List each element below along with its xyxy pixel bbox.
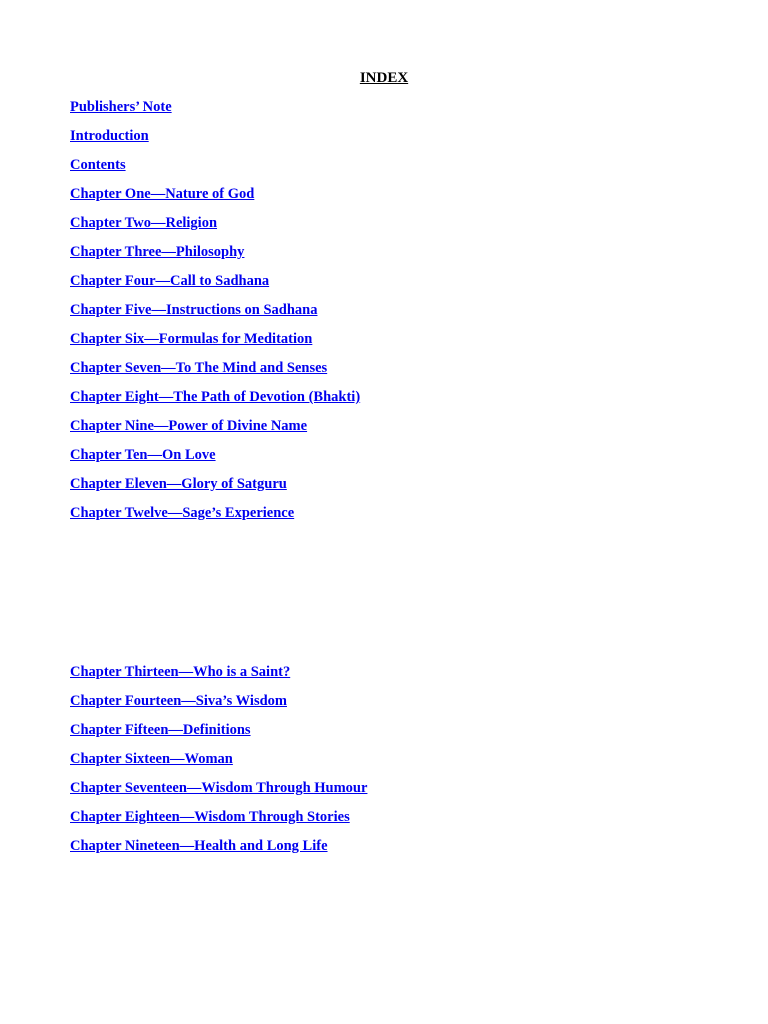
toc-item bbox=[70, 242, 360, 271]
toc-link-chapter-17[interactable]: Chapter Seventeen—Wisdom Through Humour bbox=[70, 780, 368, 796]
toc-item bbox=[70, 126, 360, 155]
toc-item bbox=[70, 271, 360, 300]
toc-link-chapter-6[interactable]: Chapter Six—Formulas for Meditation bbox=[70, 331, 313, 347]
toc-item bbox=[70, 474, 360, 503]
toc-link-introduction[interactable]: Introduction bbox=[70, 128, 149, 144]
toc-link-chapter-11[interactable]: Chapter Eleven—Glory of Satguru bbox=[70, 476, 287, 492]
toc-link-contents[interactable]: Contents bbox=[70, 157, 126, 173]
toc-link-chapter-19[interactable]: Chapter Nineteen—Health and Long Life bbox=[70, 838, 328, 854]
toc-item bbox=[70, 662, 367, 691]
toc-item bbox=[70, 155, 360, 184]
toc-item bbox=[70, 778, 367, 807]
toc-link-chapter-12[interactable]: Chapter Twelve—Sage’s Experience bbox=[70, 505, 295, 521]
toc-link-chapter-10[interactable]: Chapter Ten—On Love bbox=[70, 447, 216, 463]
toc-link-chapter-5[interactable]: Chapter Five—Instructions on Sadhana bbox=[70, 302, 318, 318]
toc-link-chapter-13[interactable]: Chapter Thirteen—Who is a Saint? bbox=[70, 664, 291, 680]
toc-item bbox=[70, 184, 360, 213]
toc-item bbox=[70, 213, 360, 242]
toc-link-publishers-note[interactable]: Publishers’ Note bbox=[70, 99, 172, 115]
toc-link-chapter-1[interactable]: Chapter One—Nature of God bbox=[70, 186, 255, 202]
toc-item bbox=[70, 720, 367, 749]
toc-list-primary bbox=[70, 97, 360, 532]
toc-item bbox=[70, 691, 367, 720]
toc-link-chapter-9[interactable]: Chapter Nine—Power of Divine Name bbox=[70, 418, 308, 434]
index-title: INDEX bbox=[359, 70, 409, 86]
toc-item bbox=[70, 416, 360, 445]
toc-link-chapter-18[interactable]: Chapter Eighteen—Wisdom Through Stories bbox=[70, 809, 350, 825]
toc-item bbox=[70, 503, 360, 532]
toc-link-chapter-2[interactable]: Chapter Two—Religion bbox=[70, 215, 218, 231]
toc-item bbox=[70, 749, 367, 778]
toc-item bbox=[70, 807, 367, 836]
toc-link-chapter-4[interactable]: Chapter Four—Call to Sadhana bbox=[70, 273, 270, 289]
toc-link-chapter-16[interactable]: Chapter Sixteen—Woman bbox=[70, 751, 233, 767]
toc-link-chapter-7[interactable]: Chapter Seven—To The Mind and Senses bbox=[70, 360, 328, 376]
toc-item bbox=[70, 358, 360, 387]
toc-link-chapter-3[interactable]: Chapter Three—Philosophy bbox=[70, 244, 245, 260]
toc-item bbox=[70, 300, 360, 329]
toc-item bbox=[70, 97, 360, 126]
toc-link-chapter-15[interactable]: Chapter Fifteen—Definitions bbox=[70, 722, 251, 738]
toc-item bbox=[70, 387, 360, 416]
toc-item bbox=[70, 836, 367, 865]
toc-item bbox=[70, 329, 360, 358]
toc-link-chapter-14[interactable]: Chapter Fourteen—Siva’s Wisdom bbox=[70, 693, 287, 709]
toc-link-chapter-8[interactable]: Chapter Eight—The Path of Devotion (Bhakti) bbox=[70, 389, 361, 405]
toc-list-secondary bbox=[70, 662, 367, 865]
toc-item bbox=[70, 445, 360, 474]
